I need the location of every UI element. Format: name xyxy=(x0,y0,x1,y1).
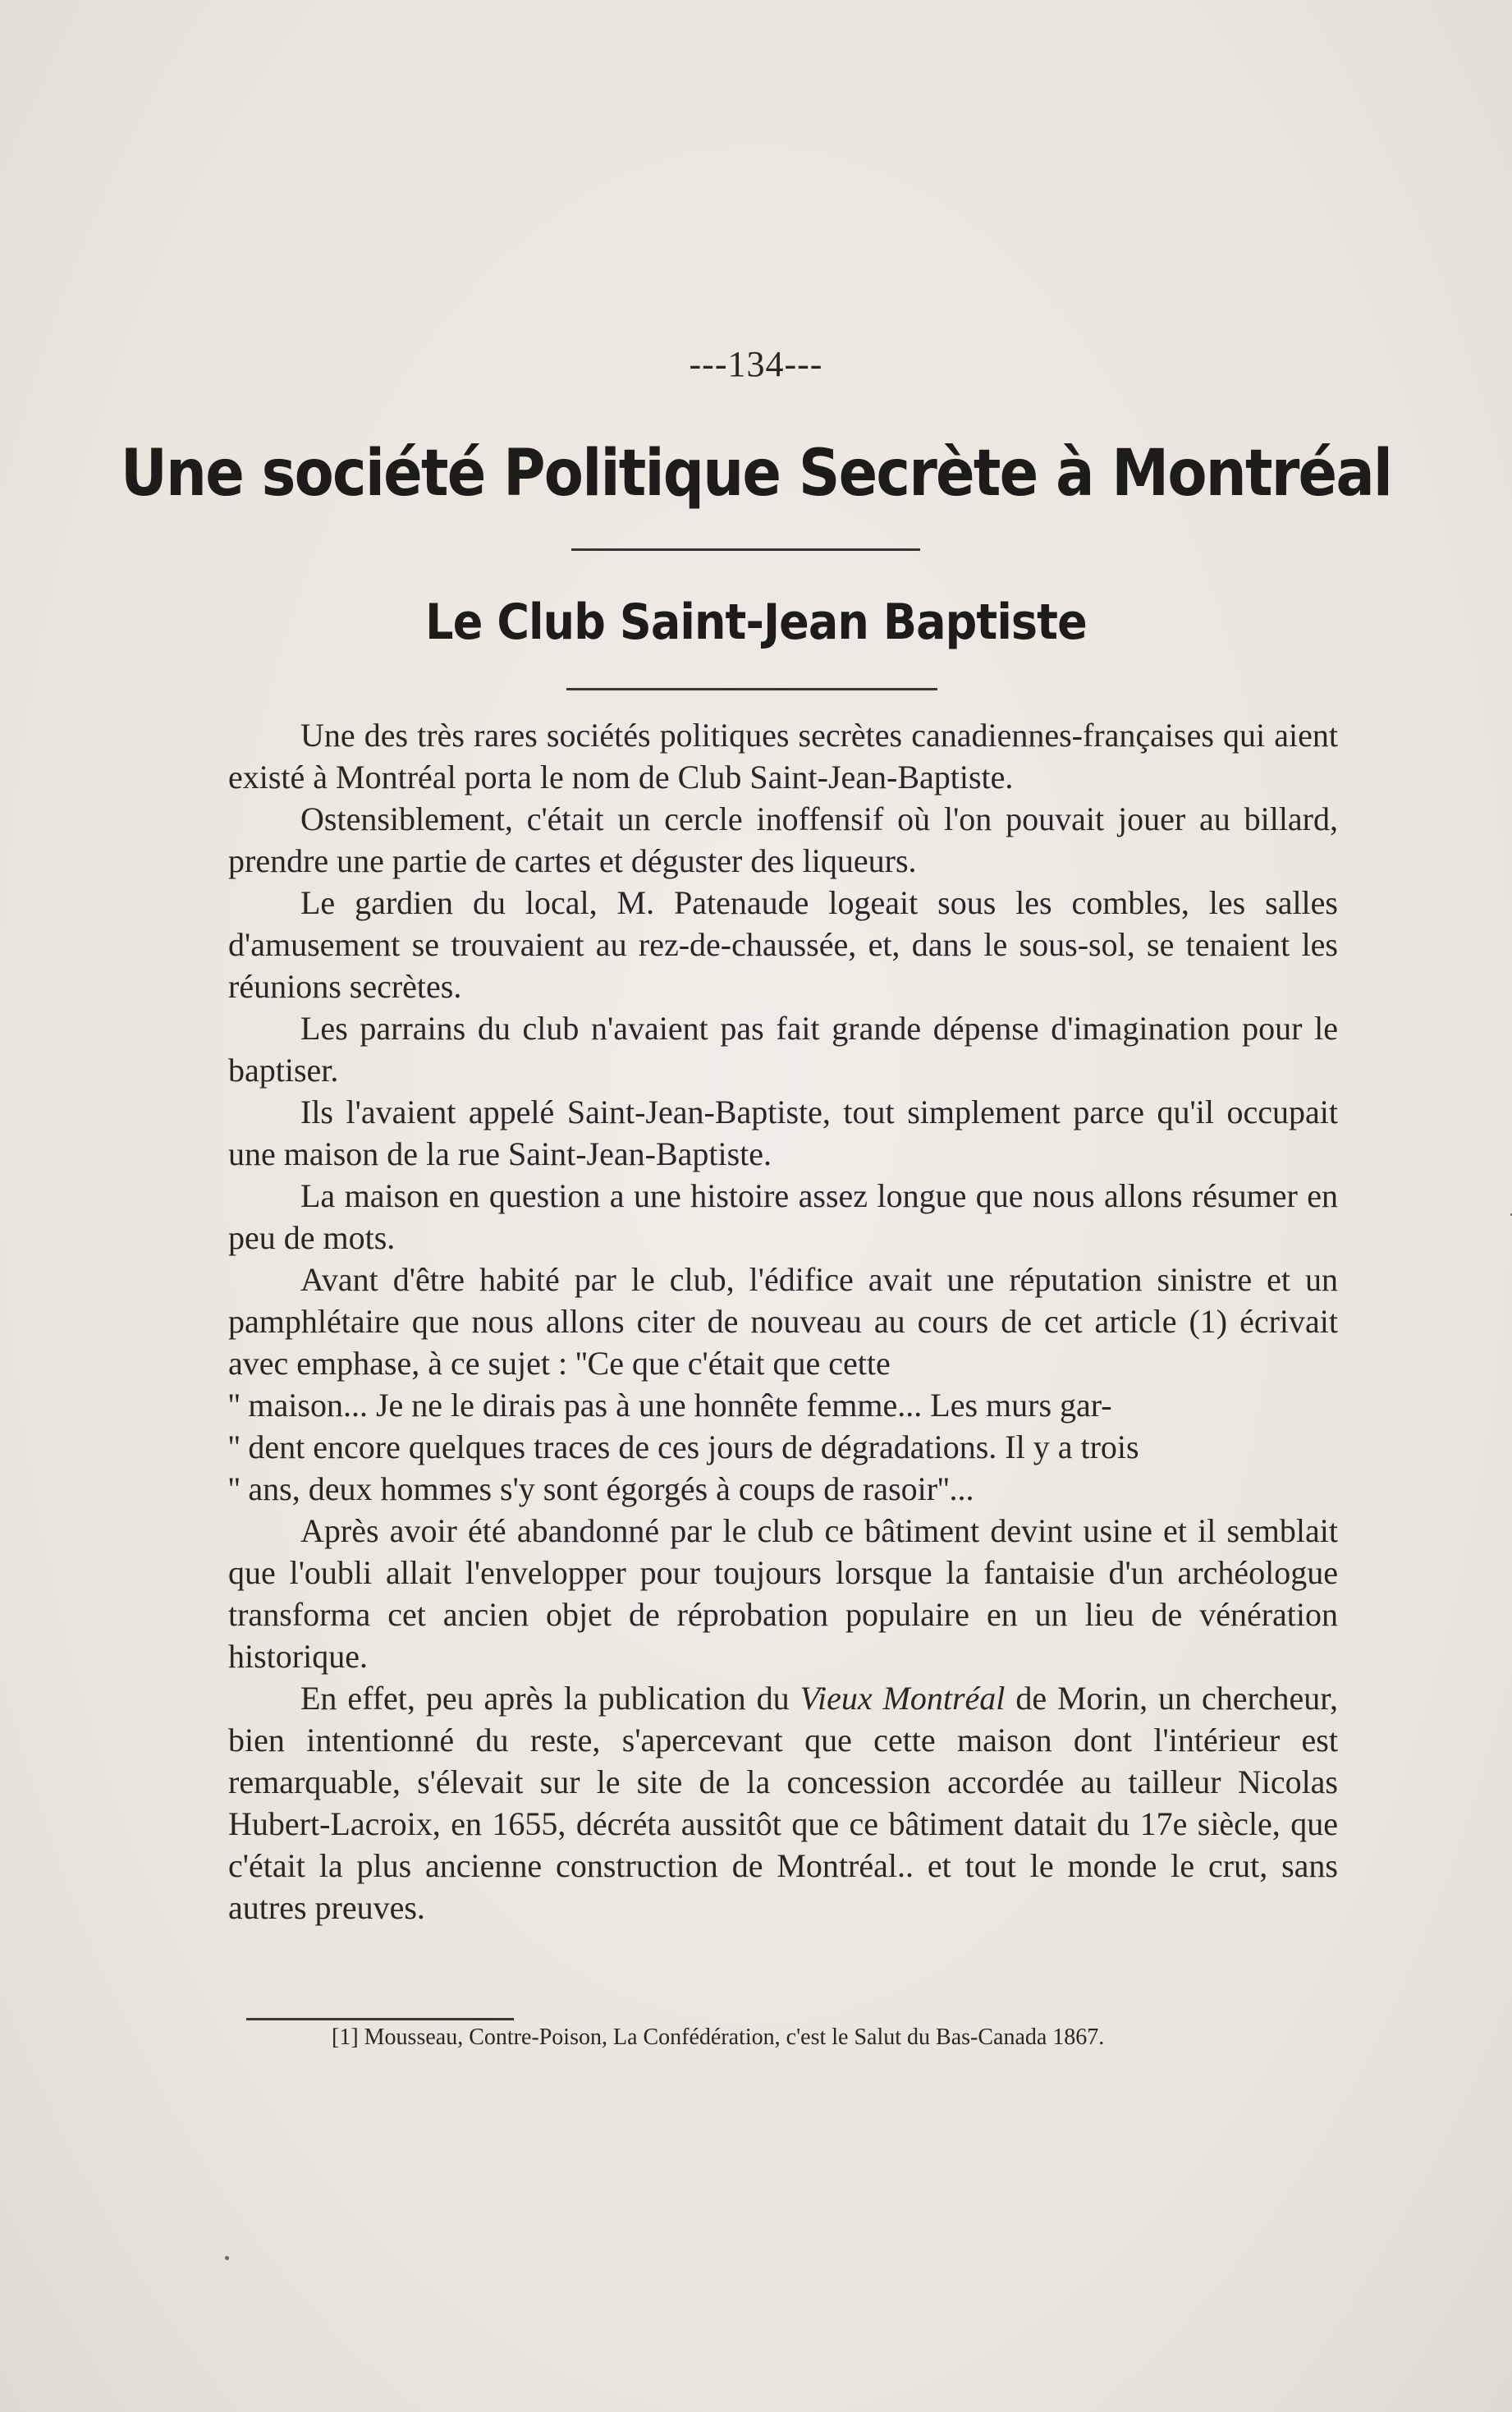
quote-line: '' ans, deux hommes s'y sont égorgés à coups de rasoir''... xyxy=(228,1470,974,1507)
footnote: [1] Mousseau, Contre-Poison, La Confédération, c'est le Salut du Bas-Canada 1867. xyxy=(332,2025,1105,2050)
quote-line: '' dent encore quelques traces de ces jours de dégradations. Il y a trois xyxy=(228,1428,1139,1465)
book-title: Vieux Montréal xyxy=(800,1680,1006,1717)
quote-line: '' maison... Je ne le dirais pas à une honnête femme... Les murs gar- xyxy=(228,1387,1112,1424)
title-divider xyxy=(571,548,920,551)
paragraph-last xyxy=(228,1677,1338,1928)
paragraph: Une des très rares sociétés politiques secrètes canadiennes-françaises qui aient existé à Montréal porta le nom de Club Saint-Jean-Baptiste. xyxy=(228,717,1338,796)
paragraph: Avant d'être habité par le club, l'édifice avait une réputation sinistre et un pamphlétaire que nous allons citer de nouveau au cours de cet article (1) écrivait avec emphase, à ce sujet : ''Ce que c'était que cette xyxy=(228,1261,1338,1382)
paragraph: La maison en question a une histoire assez longue que nous allons résumer en peu de mots. xyxy=(228,1177,1338,1256)
paragraph: Les parrains du club n'avaient pas fait grande dépense d'imagination pour le baptiser. xyxy=(228,1010,1338,1089)
article-body xyxy=(228,714,1338,1928)
paragraph: Ostensiblement, c'était un cercle inoffensif où l'on pouvait jouer au billard, prendre une partie de cartes et déguster des liqueurs. xyxy=(228,800,1338,879)
paragraph-text: de Morin, un chercheur, bien intentionné du reste, s'apercevant que cette maison dont l'intérieur est remarquable, s'élevait sur le site de la concession accordée au tailleur Nicolas Hubert-Lacroix, en 1655, décréta aussitôt que ce bâtiment datait du 17e siècle, que c'était la plus ancienne construction de Montréal.. et tout le monde le crut, sans autres preuves. xyxy=(228,1680,1339,1926)
subtitle-divider xyxy=(566,688,937,690)
page-number: ---134--- xyxy=(689,344,823,384)
paragraph: Ils l'avaient appelé Saint-Jean-Baptiste, tout simplement parce qu'il occupait une maison de la rue Saint-Jean-Baptiste. xyxy=(228,1094,1338,1172)
paragraph: Le gardien du local, M. Patenaude logeait sous les combles, les salles d'amusement se trouvaient au rez-de-chaussée, et, dans le sous-sol, se tenaient les réunions secrètes. xyxy=(228,884,1338,1005)
paper-speck xyxy=(225,2256,229,2260)
paragraph-text: En effet, peu après la publication du xyxy=(300,1680,800,1717)
article-subtitle: Le Club Saint-Jean Baptiste xyxy=(425,594,1087,651)
footnote-divider xyxy=(246,2018,514,2020)
paragraph: Après avoir été abandonné par le club ce bâtiment devint usine et il semblait que l'oubli allait l'envelopper pour toujours lorsque la fantaisie d'un archéologue transforma cet ancien objet de réprobation populaire en un lieu de vénération historique. xyxy=(228,1512,1338,1675)
article-title: Une société Politique Secrète à Montréal xyxy=(120,437,1392,511)
